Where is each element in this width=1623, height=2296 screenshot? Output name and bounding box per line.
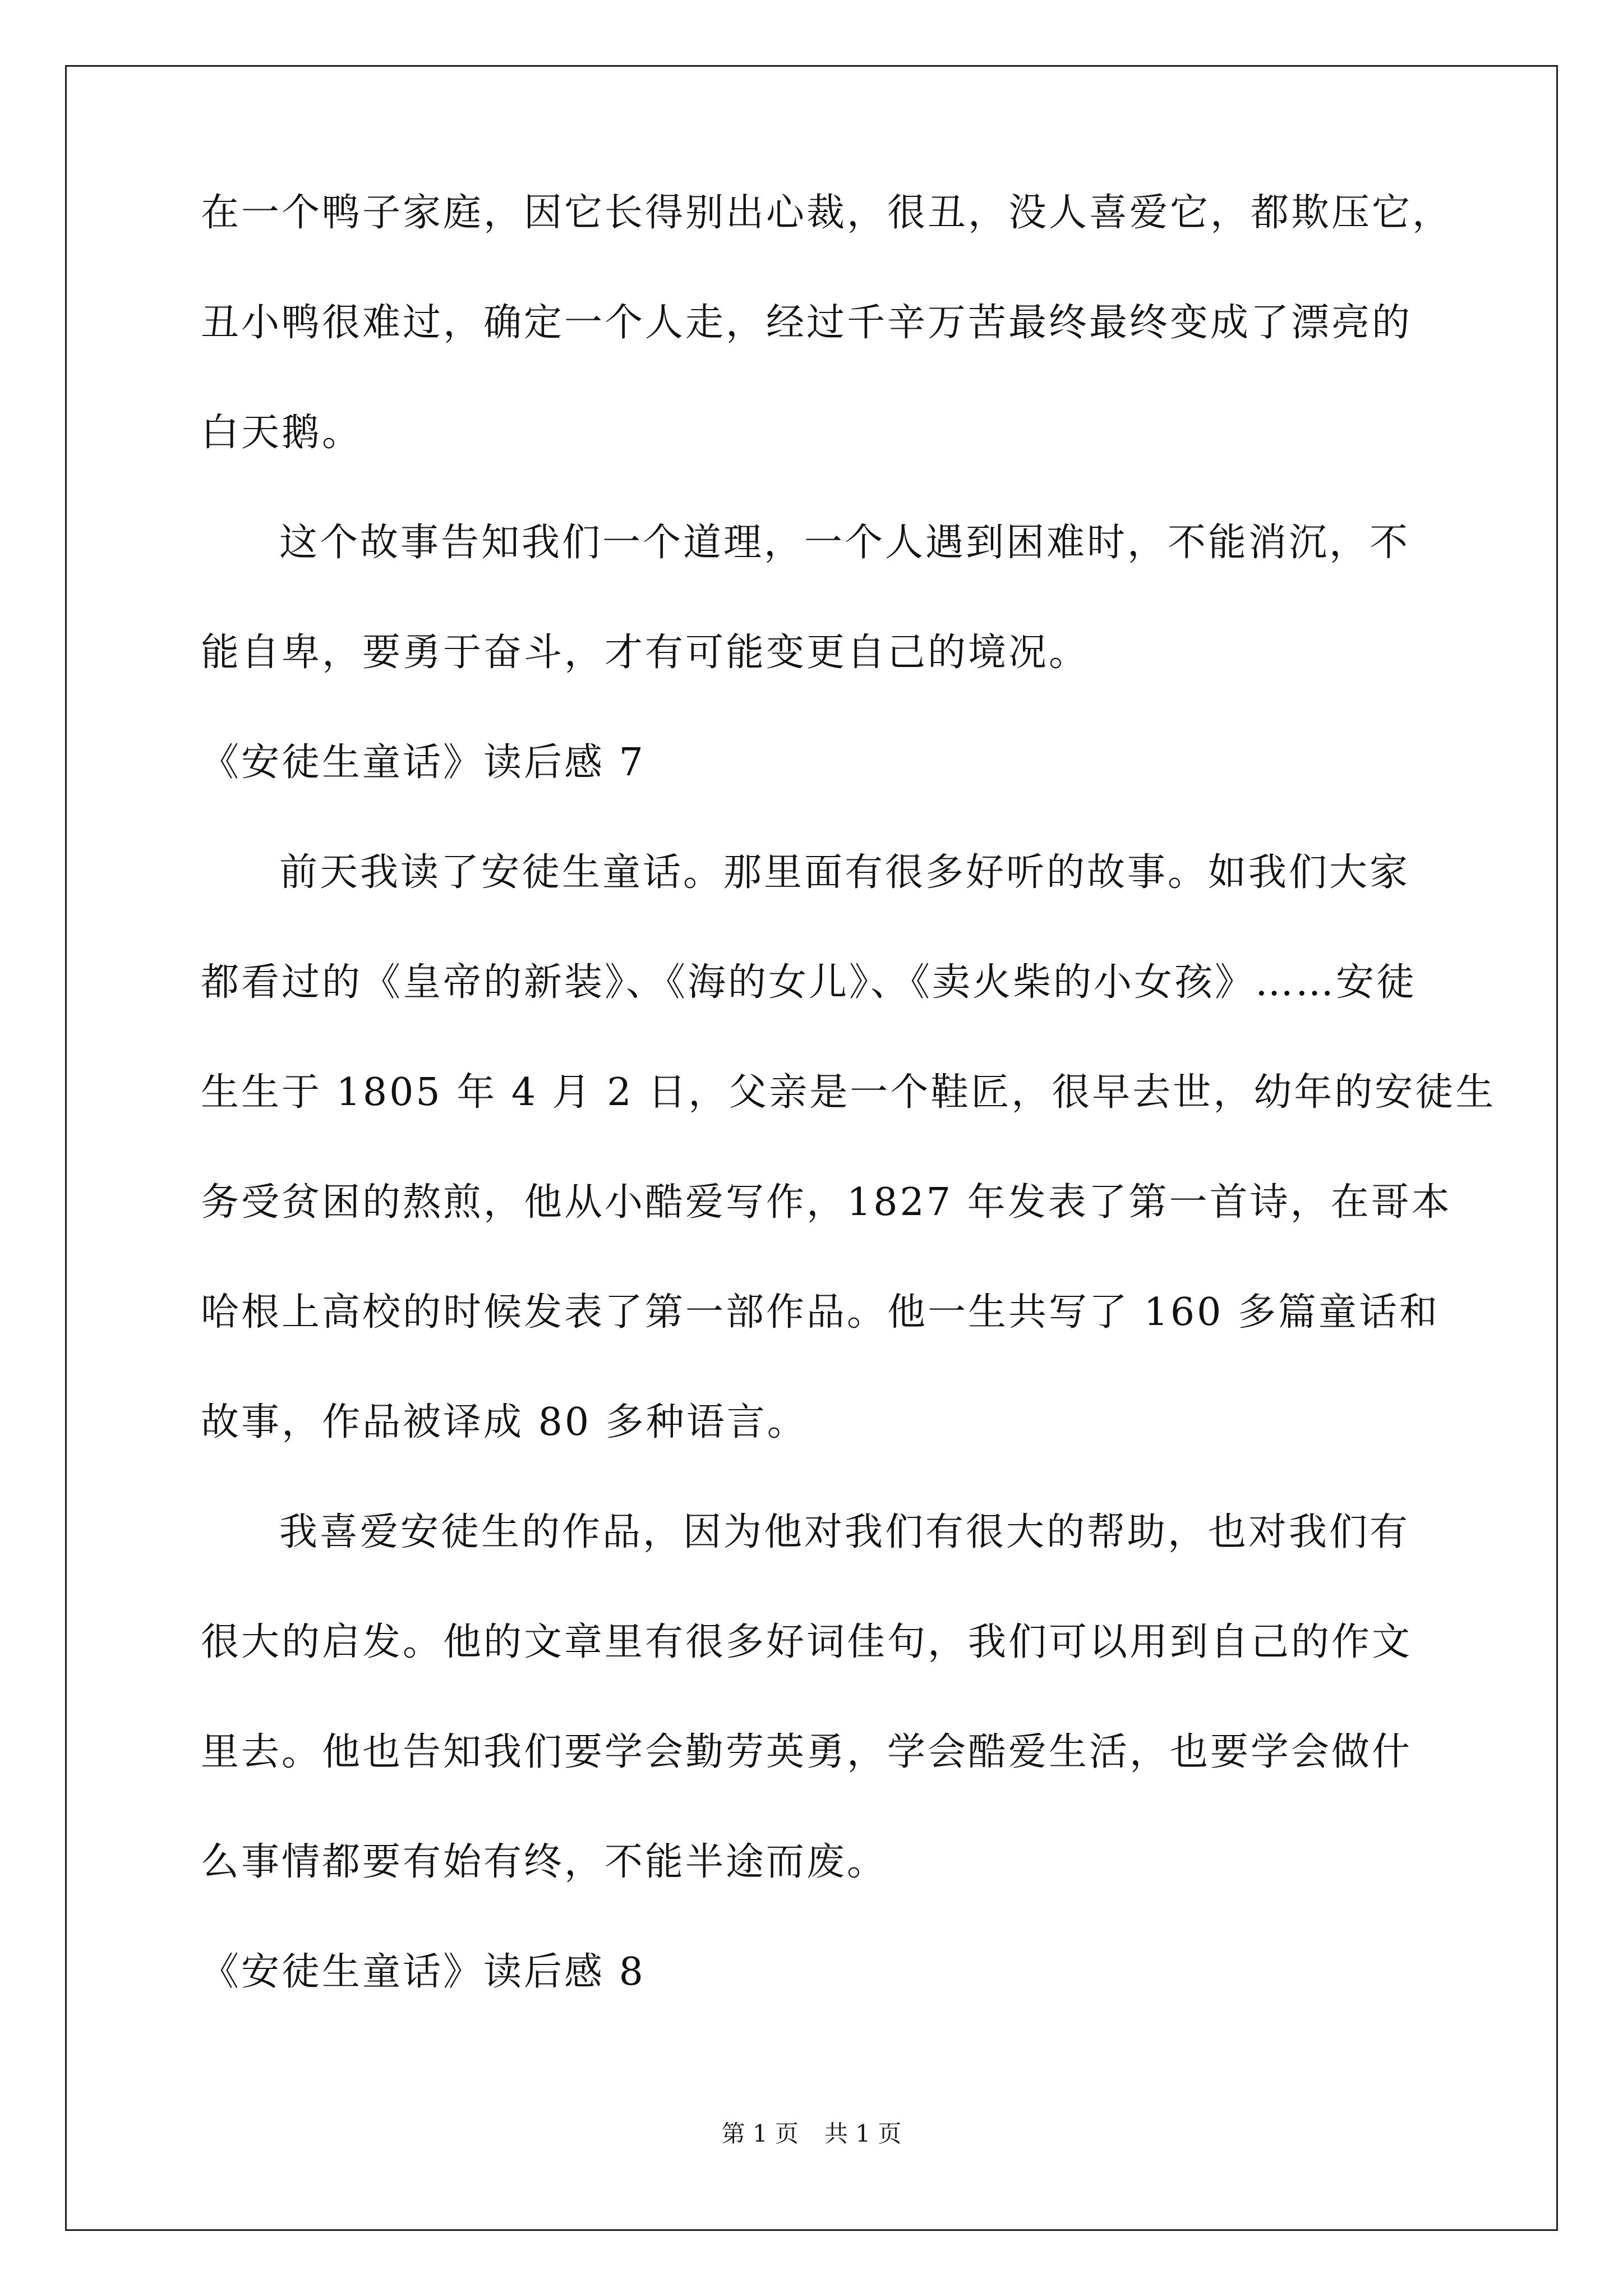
- section-heading: 《安徒生童话》读后感 8: [201, 1950, 645, 1994]
- page-footer: [0, 2120, 1623, 2148]
- paragraph-line: 能自卑，要勇于奋斗，才有可能变更自己的境况。: [201, 631, 1090, 675]
- paragraph-line: 丑小鸭很难过，确定一个人走，经过千辛万苦最终最终变成了漂亮的: [201, 301, 1413, 345]
- paragraph-line: 里去。他也告知我们要学会勤劳英勇，学会酷爱生活，也要学会做什: [201, 1730, 1413, 1774]
- paragraph-line: 这个故事告知我们一个道理，一个人遇到困难时，不能消沉，不: [279, 521, 1410, 565]
- paragraph-line: 哈根上高校的时候发表了第一部作品。他一生共写了 160 多篇童话和: [201, 1290, 1440, 1335]
- paragraph-line: 在一个鸭子家庭，因它长得别出心裁，很丑，没人喜爱它，都欺压它，: [201, 191, 1453, 235]
- page-border: [65, 65, 1558, 2231]
- paragraph-line: 故事，作品被译成 80 多种语言。: [201, 1400, 808, 1444]
- paragraph-line: 务受贫困的熬煎，他从小酷爱写作，1827 年发表了第一首诗，在哥本: [201, 1180, 1452, 1225]
- paragraph-line: 前天我读了安徒生童话。那里面有很多好听的故事。如我们大家: [279, 850, 1410, 895]
- paragraph-line: 生生于 1805 年 4 月 2 日，父亲是一个鞋匠，很早去世，幼年的安徒生: [201, 1070, 1496, 1115]
- paragraph-line: 白天鹅。: [201, 411, 363, 455]
- paragraph-line: 都看过的《皇帝的新装》、《海的女儿》、《卖火柴的小女孩》……安徒: [201, 960, 1417, 1005]
- paragraph-line: 我喜爱安徒生的作品，因为他对我们有很大的帮助，也对我们有: [279, 1510, 1410, 1554]
- page-total: 共 1 页: [824, 2120, 902, 2147]
- section-heading: 《安徒生童话》读后感 7: [201, 740, 645, 785]
- paragraph-line: 很大的启发。他的文章里有很多好词佳句，我们可以用到自己的作文: [201, 1620, 1413, 1664]
- page-number: 第 1 页: [721, 2120, 799, 2147]
- paragraph-line: 么事情都要有始有终，不能半途而废。: [201, 1840, 888, 1884]
